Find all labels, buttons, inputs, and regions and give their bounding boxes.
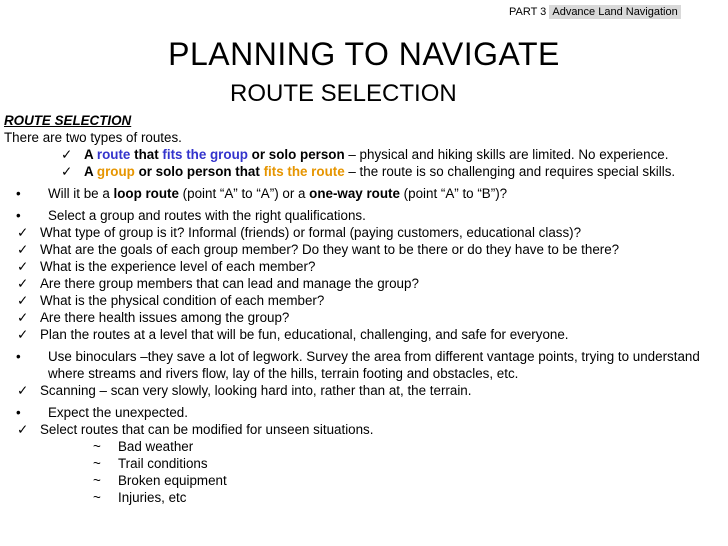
tilde-icon: ~: [93, 473, 101, 488]
bullet-icon: •: [16, 208, 21, 223]
bullet-icon: •: [16, 186, 21, 201]
bullet-icon: •: [16, 349, 21, 364]
list-subitem: ~ Trail conditions: [93, 456, 208, 471]
list-item: ✓ What are the goals of each group member? Do they want to be there or do they have to be there?: [17, 242, 620, 257]
bullet-binoculars: • Use binoculars –they save a lot of legwork. Survey the area from different vantage points, trying to understand where streams and rivers flow, lay of the hills, terrain footing and obstacles, etc. ✓ Scanning – scan very slowly, looking hard into, rather than at, the terrain.: [4, 348, 724, 399]
tilde-icon: ~: [93, 439, 101, 454]
list-item: ✓ Scanning – scan very slowly, looking hard into, rather than at, the terrain.: [17, 383, 472, 398]
bullet-icon: •: [16, 405, 21, 420]
course-badge: [509, 5, 681, 19]
list-subitem: ~ Broken equipment: [93, 473, 227, 488]
section-heading: ROUTE SELECTION: [4, 113, 132, 128]
route-type-1: ✓ A route that fits the group or solo person – physical and hiking skills are limited. No experience.: [61, 147, 669, 162]
bullet-select-group: • Select a group and routes with the right qualifications. ✓ What type of group is it? Informal (friends) or formal (paying customers, educational class)? ✓ What are the goals of each group member? Do they want to be there or do they have to be there? ✓ What is the experience level of each member? ✓ Are there group members that can lead and manage the group? ✓ What is the physical condition of each member? ✓ Are there health issues among the group? ✓ Plan the routes at a level that will be fun, educational, challenging, and safe for everyone.: [4, 207, 724, 343]
bullet-unexpected: • Expect the unexpected. ✓ Select routes that can be modified for unseen situations. ~ Bad weather ~ Trail conditions ~ Broken equipment ~ Injuries, etc: [4, 404, 724, 506]
route-type-2: ✓ A group or solo person that fits the route – the route is so challenging and requires special skills.: [61, 164, 676, 179]
page-title: PLANNING TO NAVIGATE: [168, 36, 560, 72]
check-icon: ✓: [17, 225, 29, 240]
tilde-icon: ~: [93, 490, 101, 505]
check-icon: ✓: [61, 164, 73, 179]
check-icon: ✓: [17, 383, 29, 398]
list-item: ✓ What type of group is it? Informal (friends) or formal (paying customers, educational class)?: [17, 225, 582, 240]
list-item: ✓ What is the physical condition of each member?: [17, 293, 325, 308]
bullet-loop-route: • Will it be a loop route (point “A” to “A”) or a one-way route (point “A” to “B”)?: [16, 186, 508, 201]
check-icon: ✓: [17, 293, 29, 308]
check-icon: ✓: [17, 422, 29, 437]
section-intro: There are two types of routes.: [4, 130, 182, 145]
check-icon: ✓: [17, 327, 29, 342]
page-subtitle: ROUTE SELECTION: [230, 80, 457, 107]
list-item: ✓ Plan the routes at a level that will be fun, educational, challenging, and safe for everyone.: [17, 327, 569, 342]
slide-content: [4, 112, 724, 506]
list-subitem: ~ Injuries, etc: [93, 490, 187, 505]
course-label: Advance Land Navigation: [549, 5, 680, 19]
tilde-icon: ~: [93, 456, 101, 471]
list-item: ✓ What is the experience level of each member?: [17, 259, 316, 274]
check-icon: ✓: [17, 259, 29, 274]
list-item: ✓ Are there group members that can lead and manage the group?: [17, 276, 419, 291]
list-item: ✓ Select routes that can be modified for unseen situations.: [17, 422, 374, 437]
check-icon: ✓: [17, 276, 29, 291]
check-icon: ✓: [17, 310, 29, 325]
list-subitem: ~ Bad weather: [93, 439, 194, 454]
check-icon: ✓: [17, 242, 29, 257]
part-label: PART 3: [509, 6, 547, 18]
check-icon: ✓: [61, 147, 73, 162]
list-item: ✓ Are there health issues among the group?: [17, 310, 290, 325]
